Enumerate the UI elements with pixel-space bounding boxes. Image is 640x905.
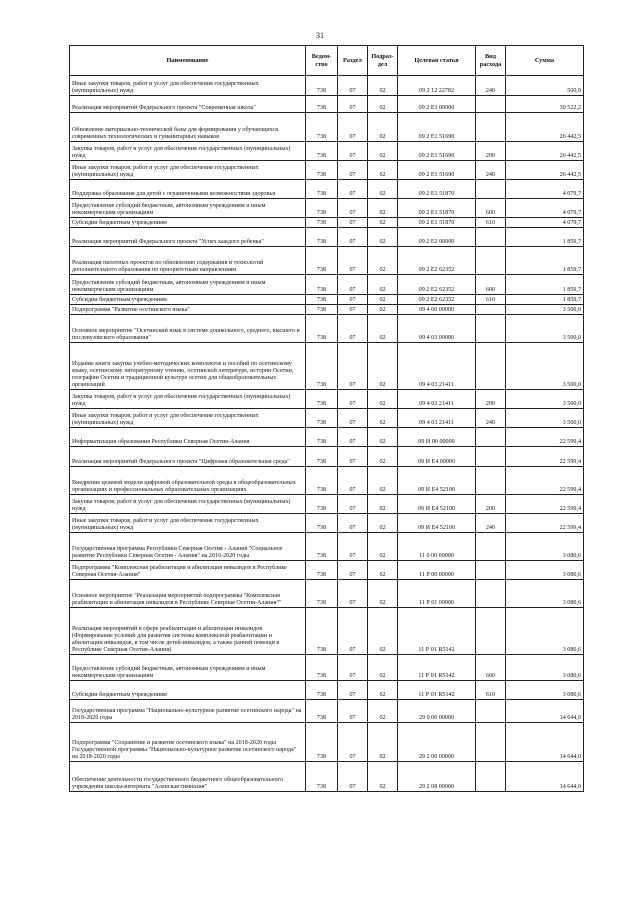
row-name: Подпрограмма "Сохранение и развитие осетинского языка" на 2018-2020 годы Государственной программы "Национально-культурное развитие осетинского народа" на 2018-2020 годы [70, 723, 306, 762]
row-expense-type [476, 467, 506, 495]
row-department: 738 [306, 390, 338, 409]
row-subsection: 02 [368, 561, 398, 580]
row-section: 07 [338, 228, 368, 247]
row-expense-type [476, 180, 506, 199]
row-target-article: 09 2 E1 51690 [398, 142, 476, 161]
row-target-article: 09 2 E2 62352 [398, 247, 476, 275]
row-expense-type: 240 [476, 76, 506, 96]
row-subsection: 02 [368, 409, 398, 428]
row-expense-type: 240 [476, 409, 506, 428]
row-section: 07 [338, 305, 368, 315]
table-row [70, 681, 584, 700]
row-target-article: 09 4 03 00000 [398, 315, 476, 343]
row-subsection: 02 [368, 447, 398, 467]
row-department: 738 [306, 447, 338, 467]
table-row [70, 218, 584, 228]
row-amount: 4 079,7 [506, 199, 584, 218]
row-target-article: 11 0 00 00000 [398, 533, 476, 561]
row-target-article: 11 Р 01 R5142 [398, 655, 476, 681]
row-target-article: 11 Р 01 R5142 [398, 608, 476, 655]
row-amount: 22 599,4 [506, 428, 584, 447]
row-section: 07 [338, 199, 368, 218]
row-section: 07 [338, 608, 368, 655]
row-name: Реализация мероприятий Федерального проекта "Цифровая образовательная среда" [70, 447, 306, 467]
row-expense-type: 200 [476, 142, 506, 161]
row-section: 07 [338, 495, 368, 514]
row-expense-type [476, 723, 506, 762]
row-name: Иные закупки товаров, работ и услуг для обеспечения государственных (муниципальных) нужд [70, 161, 306, 180]
row-department: 738 [306, 142, 338, 161]
table-row [70, 275, 584, 295]
row-expense-type: 240 [476, 514, 506, 533]
row-department: 738 [306, 681, 338, 700]
row-target-article: 09 2 E2 62352 [398, 295, 476, 305]
row-subsection: 02 [368, 113, 398, 142]
row-amount: 3 500,0 [506, 343, 584, 390]
row-subsection: 02 [368, 700, 398, 723]
row-section: 07 [338, 180, 368, 199]
row-amount: 22 599,4 [506, 467, 584, 495]
row-section: 07 [338, 343, 368, 390]
row-department: 738 [306, 315, 338, 343]
row-name: Обновление материально-технической базы для формирования у обучающихся современных технологических и гуманитарных навыков [70, 113, 306, 142]
header-name: Наименование [70, 46, 306, 76]
row-department: 738 [306, 533, 338, 561]
table-row [70, 447, 584, 467]
row-amount: 3 080,6 [506, 561, 584, 580]
row-amount: 3 080,6 [506, 533, 584, 561]
row-target-article: 11 Р 00 00000 [398, 561, 476, 580]
row-department: 738 [306, 247, 338, 275]
row-subsection: 02 [368, 723, 398, 762]
row-target-article: 09 И E4 52100 [398, 495, 476, 514]
row-target-article: 09 2 E1 51870 [398, 180, 476, 199]
row-subsection: 02 [368, 275, 398, 295]
row-amount: 1 859,7 [506, 275, 584, 295]
row-name: Государственная программа "Национально-культурное развитие осетинского народа" на 2018-2020 годы [70, 700, 306, 723]
row-section: 07 [338, 409, 368, 428]
row-section: 07 [338, 655, 368, 681]
row-section: 07 [338, 275, 368, 295]
row-target-article: 09 4 00 00000 [398, 305, 476, 315]
row-department: 738 [306, 514, 338, 533]
row-amount: 26 442,5 [506, 161, 584, 180]
row-section: 07 [338, 681, 368, 700]
table-row [70, 533, 584, 561]
row-amount: 26 442,5 [506, 142, 584, 161]
table-row [70, 561, 584, 580]
row-amount: 22 599,4 [506, 495, 584, 514]
row-section: 07 [338, 315, 368, 343]
row-department: 738 [306, 96, 338, 113]
row-section: 07 [338, 447, 368, 467]
row-name: Субсидии бюджетным учреждениям [70, 295, 306, 305]
row-department: 738 [306, 161, 338, 180]
row-amount: 3 080,6 [506, 608, 584, 655]
row-expense-type [476, 228, 506, 247]
row-subsection: 02 [368, 428, 398, 447]
row-target-article: 09 4 03 21411 [398, 390, 476, 409]
row-section: 07 [338, 580, 368, 608]
row-amount: 3 500,0 [506, 409, 584, 428]
row-section: 07 [338, 390, 368, 409]
row-expense-type [476, 343, 506, 390]
table-row [70, 305, 584, 315]
row-expense-type [476, 315, 506, 343]
row-expense-type: 200 [476, 495, 506, 514]
row-subsection: 02 [368, 247, 398, 275]
row-name: Государственная программа Республики Северная Осетия - Алания "Социальное развитие Республики Северная Осетия - Алания" на 2016-2020 годы [70, 533, 306, 561]
row-subsection: 02 [368, 762, 398, 792]
row-expense-type: 610 [476, 681, 506, 700]
header-section: Раздел [338, 46, 368, 76]
row-name: Основное мероприятие "Осетинский язык в системе дошкольного, среднего, высшего и послевузовского образования" [70, 315, 306, 343]
row-amount: 500,0 [506, 76, 584, 96]
row-department: 738 [306, 76, 338, 96]
row-expense-type [476, 247, 506, 275]
row-section: 07 [338, 723, 368, 762]
row-expense-type: 600 [476, 199, 506, 218]
row-name: Субсидии бюджетным учреждениям [70, 681, 306, 700]
row-department: 738 [306, 113, 338, 142]
row-subsection: 02 [368, 343, 398, 390]
row-subsection: 02 [368, 315, 398, 343]
row-subsection: 02 [368, 390, 398, 409]
row-section: 07 [338, 247, 368, 275]
row-target-article: 09 И E4 52100 [398, 467, 476, 495]
row-section: 07 [338, 295, 368, 305]
row-target-article: 09 И 00 00000 [398, 428, 476, 447]
row-expense-type [476, 762, 506, 792]
row-name: Реализация мероприятий Федерального проекта "Современная школа" [70, 96, 306, 113]
row-subsection: 02 [368, 533, 398, 561]
row-expense-type [476, 96, 506, 113]
row-name: Предоставление субсидий бюджетным, автономным учреждениям и иным некоммерческим организациям [70, 199, 306, 218]
row-department: 738 [306, 199, 338, 218]
row-expense-type [476, 533, 506, 561]
table-row [70, 495, 584, 514]
row-amount: 22 599,4 [506, 447, 584, 467]
row-section: 07 [338, 514, 368, 533]
row-expense-type: 240 [476, 161, 506, 180]
table-row [70, 723, 584, 762]
row-expense-type: 600 [476, 655, 506, 681]
row-expense-type [476, 305, 506, 315]
row-target-article: 09 2 E1 51870 [398, 199, 476, 218]
row-name: Иные закупки товаров, работ и услуг для обеспечения государственных (муниципальных) нужд [70, 514, 306, 533]
table-row [70, 343, 584, 390]
table-header-row [70, 46, 584, 76]
row-subsection: 02 [368, 161, 398, 180]
row-subsection: 02 [368, 228, 398, 247]
row-section: 07 [338, 218, 368, 228]
row-target-article: 29 2 08 00000 [398, 762, 476, 792]
row-department: 738 [306, 495, 338, 514]
row-subsection: 02 [368, 608, 398, 655]
row-name: Субсидии бюджетным учреждениям [70, 218, 306, 228]
header-expense-type: Вид расхода [476, 46, 506, 76]
row-section: 07 [338, 76, 368, 96]
row-subsection: 02 [368, 96, 398, 113]
row-section: 07 [338, 762, 368, 792]
row-subsection: 02 [368, 180, 398, 199]
row-target-article: 09 2 E1 51870 [398, 218, 476, 228]
row-expense-type [476, 700, 506, 723]
row-amount: 1 859,7 [506, 228, 584, 247]
row-subsection: 02 [368, 199, 398, 218]
row-name: Основное мероприятие "Реализация мероприятий подпрограммы "Комплексная реабилитация и абилитация инвалидов в Республике Северная Осетия-Алания"" [70, 580, 306, 608]
row-subsection: 02 [368, 495, 398, 514]
row-name: Предоставление субсидий бюджетным, автономным учреждениям и иным некоммерческим организациям [70, 275, 306, 295]
row-expense-type: 200 [476, 390, 506, 409]
row-name: Иные закупки товаров, работ и услуг для обеспечения государственных (муниципальных) нужд [70, 76, 306, 96]
row-expense-type [476, 580, 506, 608]
row-amount: 3 080,6 [506, 580, 584, 608]
row-subsection: 02 [368, 467, 398, 495]
row-name: Издание книги закупка учебно-методических комплектов и пособий по осетинскому языку, осетинскому литературному чтению, осетинской литературе, истории Осетии, географии Осетии и традиционной культуре осетин для общеобразовательных организаций [70, 343, 306, 390]
row-amount: 30 522,2 [506, 96, 584, 113]
row-name: Реализация мероприятий Федерального проекта "Успех каждого ребенка" [70, 228, 306, 247]
table-row [70, 199, 584, 218]
row-department: 738 [306, 580, 338, 608]
row-amount: 26 442,5 [506, 113, 584, 142]
row-department: 738 [306, 343, 338, 390]
row-target-article: 09 4 03 21411 [398, 343, 476, 390]
row-subsection: 02 [368, 514, 398, 533]
row-target-article: 09 2 E1 51690 [398, 161, 476, 180]
row-department: 738 [306, 428, 338, 447]
row-expense-type: 600 [476, 275, 506, 295]
row-subsection: 02 [368, 305, 398, 315]
table-body [70, 76, 584, 792]
row-subsection: 02 [368, 142, 398, 161]
row-target-article: 09 2 E2 00000 [398, 228, 476, 247]
row-expense-type [476, 608, 506, 655]
row-target-article: 29 2 00 00000 [398, 723, 476, 762]
page-number: 31 [316, 31, 324, 40]
row-target-article: 09 2 12 22782 [398, 76, 476, 96]
row-department: 738 [306, 295, 338, 305]
row-amount: 3 500,0 [506, 315, 584, 343]
row-subsection: 02 [368, 295, 398, 305]
row-subsection: 02 [368, 655, 398, 681]
header-target-article: Целевая статья [398, 46, 476, 76]
table-row [70, 762, 584, 792]
row-name: Поддержка образования для детей с ограниченными возможностями здоровья [70, 180, 306, 199]
row-target-article: 29 0 00 00000 [398, 700, 476, 723]
row-section: 07 [338, 161, 368, 180]
row-name: Обеспечение деятельности государственного бюджетного общеобразовательного учреждения школы-интерната "Аланская гимназия" [70, 762, 306, 792]
row-department: 738 [306, 228, 338, 247]
row-section: 07 [338, 428, 368, 447]
row-amount: 3 500,0 [506, 390, 584, 409]
table-row [70, 76, 584, 96]
row-expense-type [476, 561, 506, 580]
budget-table [69, 45, 584, 792]
header-subsection: Подраз-дел [368, 46, 398, 76]
row-department: 738 [306, 409, 338, 428]
row-department: 738 [306, 762, 338, 792]
row-section: 07 [338, 467, 368, 495]
row-section: 07 [338, 700, 368, 723]
row-target-article: 11 Р 01 R5142 [398, 681, 476, 700]
row-department: 738 [306, 218, 338, 228]
row-amount: 3 080,6 [506, 655, 584, 681]
row-name: Иные закупки товаров, работ и услуг для обеспечения государственных (муниципальных) нужд [70, 409, 306, 428]
table-row [70, 700, 584, 723]
row-subsection: 02 [368, 681, 398, 700]
table-row [70, 161, 584, 180]
row-section: 07 [338, 96, 368, 113]
row-section: 07 [338, 113, 368, 142]
row-section: 07 [338, 561, 368, 580]
row-name: Информатизация образования Республики Северная Осетия-Алания [70, 428, 306, 447]
header-amount: Сумма [506, 46, 584, 76]
row-subsection: 02 [368, 218, 398, 228]
row-name: Реализация мероприятий в сфере реабилитации и абилитации инвалидов (Формирование условий для развития системы комплексной реабилитации и абилитации инвалидов, в том числе детей-инвалидов, а также ранней помощи в Республике Северная Осетия-Алания) [70, 608, 306, 655]
table-row [70, 315, 584, 343]
table-row [70, 608, 584, 655]
row-target-article: 09 2 E2 62352 [398, 275, 476, 295]
table-row [70, 142, 584, 161]
table-row [70, 514, 584, 533]
table-row [70, 390, 584, 409]
row-department: 738 [306, 723, 338, 762]
row-subsection: 02 [368, 76, 398, 96]
row-amount: 22 599,4 [506, 514, 584, 533]
row-department: 738 [306, 305, 338, 315]
row-department: 738 [306, 608, 338, 655]
row-target-article: 09 2 E1 00000 [398, 96, 476, 113]
row-target-article: 09 И E4 52100 [398, 514, 476, 533]
table-row [70, 247, 584, 275]
row-amount: 4 079,7 [506, 180, 584, 199]
row-department: 738 [306, 561, 338, 580]
row-target-article: 11 Р 01 00000 [398, 580, 476, 608]
row-department: 738 [306, 180, 338, 199]
row-target-article: 09 4 03 21411 [398, 409, 476, 428]
row-section: 07 [338, 142, 368, 161]
row-amount: 4 079,7 [506, 218, 584, 228]
row-expense-type: 610 [476, 295, 506, 305]
table-row [70, 113, 584, 142]
table-row [70, 428, 584, 447]
header-department: Ведом-ство [306, 46, 338, 76]
row-expense-type: 610 [476, 218, 506, 228]
row-amount: 14 644,0 [506, 762, 584, 792]
row-name: Подпрограмма "Развитие осетинского языка" [70, 305, 306, 315]
table-row [70, 180, 584, 199]
row-department: 738 [306, 467, 338, 495]
row-amount: 14 644,0 [506, 700, 584, 723]
table-row [70, 295, 584, 305]
row-expense-type [476, 447, 506, 467]
row-name: Подпрограмма "Комплексная реабилитация и абилитация инвалидов в Республике Северная Осетия-Алания" [70, 561, 306, 580]
table-row [70, 580, 584, 608]
row-subsection: 02 [368, 580, 398, 608]
row-expense-type [476, 428, 506, 447]
row-department: 738 [306, 655, 338, 681]
row-name: Закупка товаров, работ и услуг для обеспечения государственных (муниципальных) нужд [70, 142, 306, 161]
row-name: Предоставление субсидий бюджетным, автономным учреждениям и иным некоммерческим организациям [70, 655, 306, 681]
row-amount: 1 859,7 [506, 295, 584, 305]
table-row [70, 409, 584, 428]
table-row [70, 96, 584, 113]
row-name: Реализация пилотных проектов по обновлению содержания и технологий дополнительного образования по приоритетным направлениям [70, 247, 306, 275]
row-department: 738 [306, 700, 338, 723]
row-target-article: 09 И E4 00000 [398, 447, 476, 467]
table-row [70, 467, 584, 495]
row-name: Закупка товаров, работ и услуг для обеспечения государственных (муниципальных) нужд [70, 390, 306, 409]
row-amount: 14 644,0 [506, 723, 584, 762]
table-row [70, 655, 584, 681]
row-amount: 3 080,6 [506, 681, 584, 700]
row-amount: 3 500,0 [506, 305, 584, 315]
row-name: Внедрение целевой модели цифровой образовательной среды в общеобразовательных организациях и профессиональных образовательных организациях [70, 467, 306, 495]
row-amount: 1 859,7 [506, 247, 584, 275]
row-department: 738 [306, 275, 338, 295]
table-row [70, 228, 584, 247]
row-expense-type [476, 113, 506, 142]
row-target-article: 09 2 E1 51690 [398, 113, 476, 142]
row-section: 07 [338, 533, 368, 561]
row-name: Закупка товаров, работ и услуг для обеспечения государственных (муниципальных) нужд [70, 495, 306, 514]
